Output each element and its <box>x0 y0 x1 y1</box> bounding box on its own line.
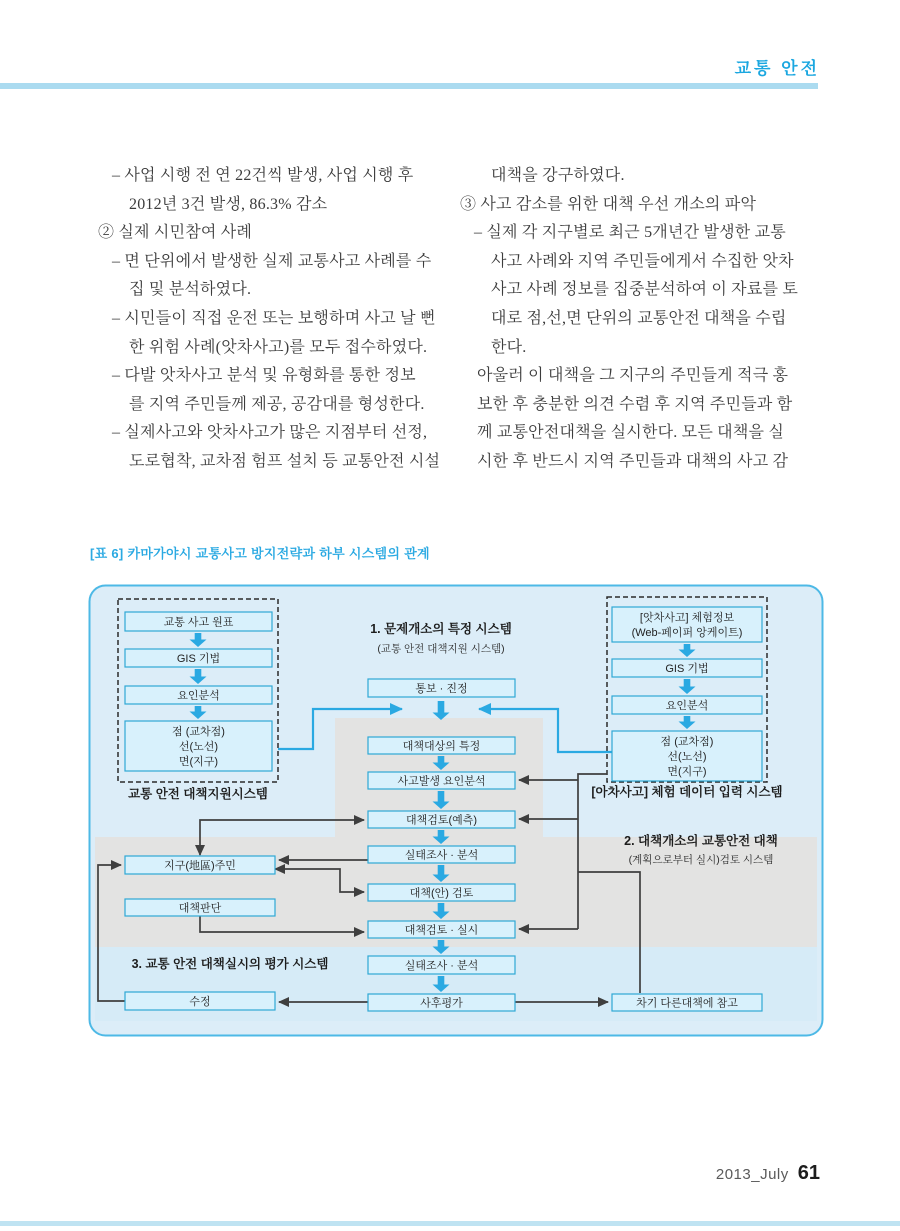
diagram-node-point-line-area-left <box>125 721 272 771</box>
node-label: 통보 · 진정 <box>415 683 468 695</box>
node-label: 대책판단 <box>178 902 222 915</box>
text-line: – 면 단위에서 발생한 실제 교통사고 사례를 수 <box>112 252 432 270</box>
page-footer <box>716 1162 820 1185</box>
diagram-node-measure-judgment <box>125 899 275 916</box>
node-label: 실태조사 · 분석 <box>404 849 479 862</box>
diagram-node-target-identification <box>368 737 515 754</box>
section1-label-subtitle: (교통 안전 대책지원 시스템) <box>377 643 505 655</box>
diagram-node-measure-review-implementation <box>368 921 515 938</box>
diagram-node-measure-review-forecast <box>368 811 515 828</box>
text-line: 사고 사례와 지역 주민들에게서 수집한 앗차 <box>491 252 794 270</box>
text-line: 사고 사례 정보를 집중분석하여 이 자료를 토 <box>491 281 799 299</box>
diagram-node-revision <box>125 992 275 1010</box>
text-line: 께 교통안전대책을 실시한다. 모든 대책을 실 <box>477 424 785 442</box>
diagram-node-measure-draft-review <box>368 884 515 901</box>
article-column-right <box>460 162 822 477</box>
node-label: 사후평가 <box>420 997 463 1010</box>
figure-caption: [표 6] 카마가야시 교통사고 방지전략과 하부 시스템의 관계 <box>90 546 430 561</box>
article-column-left <box>98 162 458 477</box>
node-label: 대책(안) 검토 <box>409 887 474 900</box>
node-label: 차기 다른대책에 참고 <box>636 997 738 1010</box>
node-label: 면(지구) <box>178 756 219 768</box>
figure-diagram <box>88 584 824 1040</box>
text-line: 한 위험 사례(앗차사고)를 모두 접수하였다. <box>129 338 428 356</box>
diagram-node-district-residents <box>125 856 275 874</box>
node-label: GIS 기법 <box>665 663 709 675</box>
diagram-node-factor-analysis-left <box>125 686 272 704</box>
diagram-node-reference-next-measures <box>612 994 762 1011</box>
node-label: 대책검토(예측) <box>405 814 478 827</box>
text-line: 아울러 이 대책을 그 지구의 주민들게 적극 홍 <box>477 367 789 385</box>
node-label: 선(노선) <box>178 741 219 753</box>
section2-label-title: 2. 대책개소의 교통안전 대책 <box>624 834 778 848</box>
text-line: – 실제사고와 앗차사고가 많은 지점부터 선정, <box>112 424 428 442</box>
section1-label-title: 1. 문제개소의 특정 시스템 <box>370 622 512 636</box>
diagram-node-survey-analysis-2 <box>368 956 515 974</box>
text-line: 시한 후 반드시 지역 주민들과 대책의 사고 감 <box>477 452 789 470</box>
right-system-group-label: [아차사고] 체험 데이터 입력 시스템 <box>591 785 783 799</box>
page-header-title: 교통 안전 <box>734 59 820 78</box>
footer-page-number: 61 <box>797 1162 820 1184</box>
diagram-node-gis-method-left <box>125 649 272 667</box>
text-line: ③ 사고 감소를 위한 대책 우선 개소의 파악 <box>460 195 757 213</box>
node-label: 요인분석 <box>665 700 709 712</box>
node-label: 지구(地區)주민 <box>164 860 236 872</box>
node-label: (Web-페이퍼 앙케이트) <box>631 627 743 639</box>
section2-label-subtitle: (계획으로부터 실시)검토 시스템 <box>628 854 774 866</box>
text-line: 를 지역 주민들께 제공, 공감대를 형성한다. <box>129 395 425 413</box>
node-label: 대책검토 · 실시 <box>404 924 479 937</box>
text-line: – 다발 앗차사고 분석 및 유형화를 통한 정보 <box>112 367 416 385</box>
node-label: 실태조사 · 분석 <box>404 960 479 972</box>
text-line: – 실제 각 지구별로 최근 5개년간 발생한 교통 <box>474 224 786 242</box>
text-line: – 시민들이 직접 운전 또는 보행하며 사고 날 뻔 <box>112 309 436 327</box>
text-line: 2012년 3건 발생, 86.3% 감소 <box>129 195 328 213</box>
diagram-node-factor-analysis-right <box>612 696 762 714</box>
node-label: 선(노선) <box>667 751 707 763</box>
section3-label-title: 3. 교통 안전 대책실시의 평가 시스템 <box>131 957 329 971</box>
node-label: 점 (교차점) <box>660 736 714 748</box>
diagram-node-traffic-accident-report <box>125 612 272 631</box>
text-line: 한다. <box>491 338 527 356</box>
footer-rule <box>0 1221 900 1226</box>
diagram-node-accident-factor-analysis <box>368 772 515 789</box>
node-label: 점 (교차점) <box>172 726 225 738</box>
left-system-group-label: 교통 안전 대책지원시스템 <box>128 787 268 801</box>
node-label: 요인분석 <box>177 690 220 702</box>
node-label: GIS 기법 <box>176 653 221 665</box>
text-line: 보한 후 충분한 의견 수렴 후 지역 주민들과 함 <box>477 395 793 413</box>
node-label: [앗차사고] 체험정보 <box>639 612 735 624</box>
text-line: 대로 점,선,면 단위의 교통안전 대책을 수립 <box>491 309 787 327</box>
node-label: 대책대상의 특정 <box>402 740 481 753</box>
diagram-node-gis-method-right <box>612 659 762 677</box>
text-line: 도로협착, 교차점 험프 설치 등 교통안전 시설 <box>129 452 441 470</box>
diagram-node-report-petition <box>368 679 515 697</box>
header-rule <box>0 83 818 89</box>
text-line: 집 및 분석하였다. <box>129 281 252 299</box>
diagram-node-post-evaluation <box>368 994 515 1011</box>
node-label: 수정 <box>189 996 211 1008</box>
text-line: ② 실제 시민참여 사례 <box>98 224 253 242</box>
footer-issue: 2013_July <box>715 1166 789 1183</box>
node-label: 사고발생 요인분석 <box>397 775 486 788</box>
text-line: 대책을 강구하였다. <box>491 167 625 184</box>
diagram-node-hiyari-experience-info <box>612 607 762 642</box>
node-label: 교통 사고 원표 <box>163 616 234 629</box>
text-line: – 사업 시행 전 연 22건씩 발생, 사업 시행 후 <box>112 167 414 184</box>
diagram-node-survey-analysis-1 <box>368 846 515 863</box>
node-label: 면(지구) <box>667 766 707 778</box>
diagram-node-point-line-area-right <box>612 731 762 781</box>
